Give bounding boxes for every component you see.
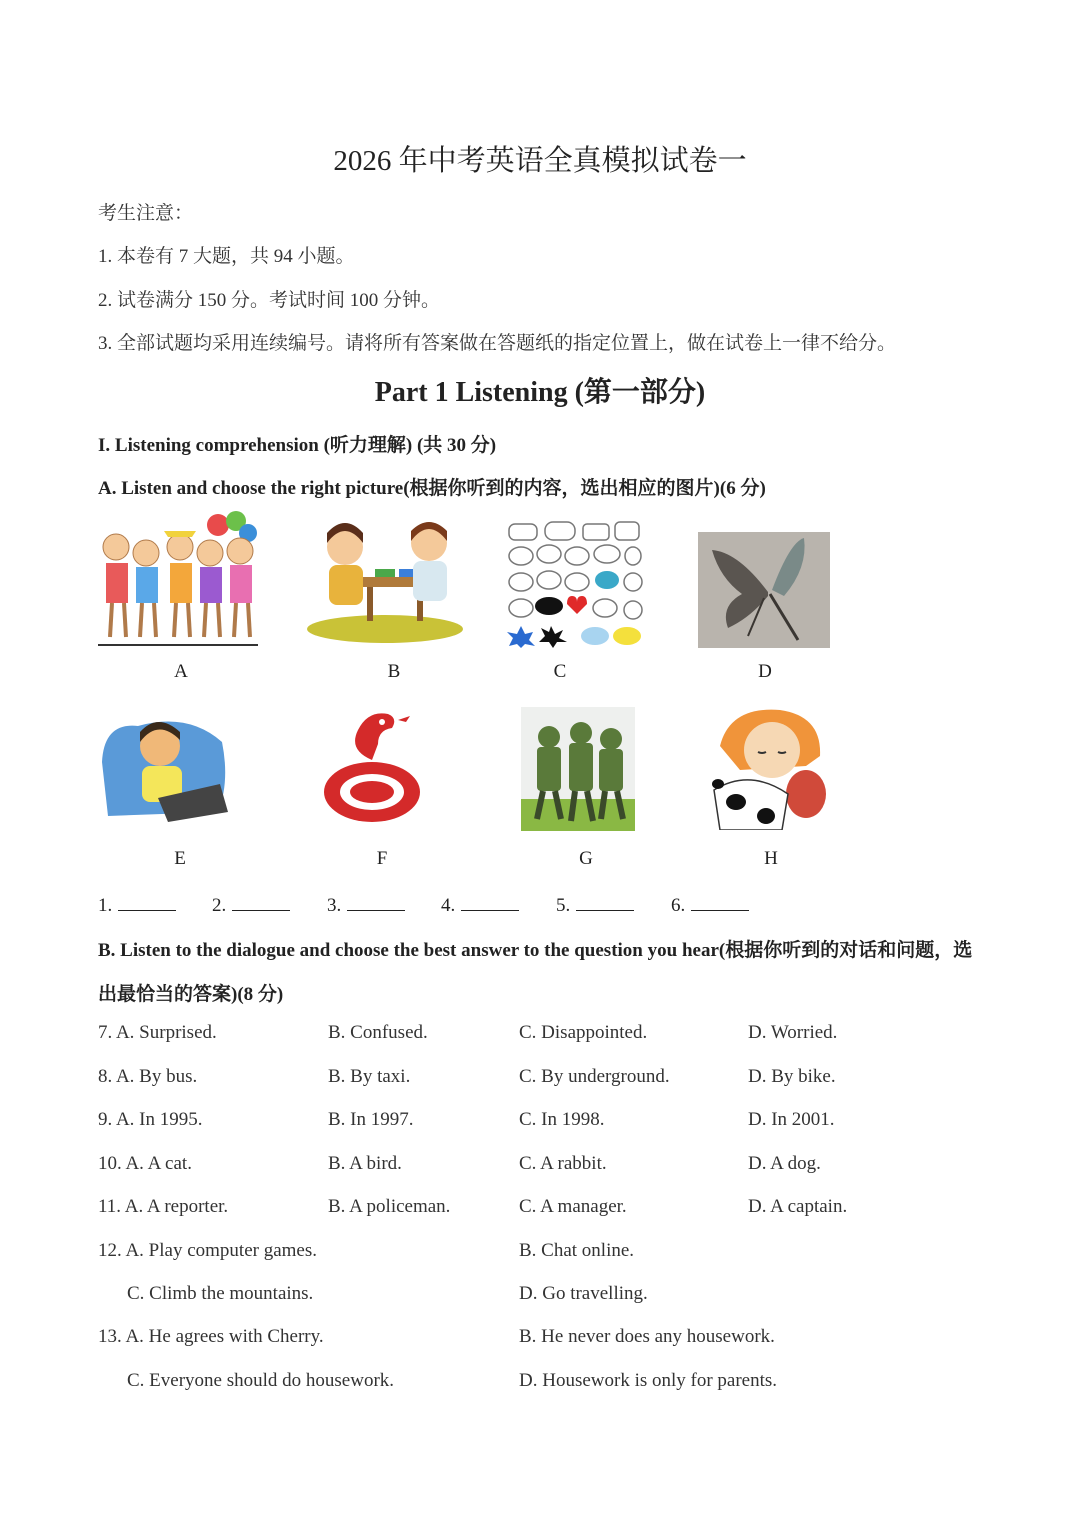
children-with-balloons-icon	[98, 507, 258, 649]
option-c: C. In 1998.	[519, 1109, 605, 1130]
speech-bubbles-icon	[505, 518, 643, 648]
page-title: 2026 年中考英语全真模拟试卷一	[333, 145, 747, 177]
option-d: D. Worried.	[748, 1022, 838, 1043]
answer-blank[interactable]	[327, 892, 405, 917]
picture-label: B	[387, 661, 401, 682]
section-b-heading: B. Listen to the dialogue and choose the best answer to the question you hear(根据你听到的对话和问题，选	[98, 940, 973, 961]
option-b: B. In 1997.	[328, 1109, 414, 1130]
picture-label: H	[764, 848, 778, 869]
option-c: C. By underground.	[519, 1066, 670, 1087]
answer-blank[interactable]	[441, 892, 519, 917]
two-kids-at-table-icon	[305, 513, 465, 645]
option-c: C. Everyone should do housework.	[127, 1370, 395, 1391]
option-b: B. Confused.	[328, 1022, 428, 1043]
option-d: D. In 2001.	[748, 1109, 835, 1130]
answer-line[interactable]	[691, 892, 749, 911]
option-b: B. A bird.	[328, 1153, 402, 1174]
answer-blank[interactable]	[556, 892, 634, 917]
picture-label: G	[579, 848, 593, 869]
option-d: D. By bike.	[748, 1066, 836, 1087]
notice-heading: 考生注意：	[98, 203, 194, 224]
soldiers-icon	[521, 707, 635, 831]
section-a-heading: A. Listen and choose the right picture(根据你听到的内容，选出相应的图片)(6 分)	[98, 478, 766, 499]
option-a: 10. A. A cat.	[98, 1153, 192, 1174]
option-b: B. He never does any housework.	[519, 1326, 775, 1347]
answer-number: 4.	[441, 895, 456, 916]
answer-blank[interactable]	[212, 892, 290, 917]
picture-label: A	[174, 661, 188, 682]
answer-blank[interactable]	[98, 892, 176, 917]
section-b-heading-cont: 出最恰当的答案)(8 分)	[98, 984, 284, 1005]
option-a: 7. A. Surprised.	[98, 1022, 217, 1043]
snake-paper-cut-icon	[318, 700, 426, 830]
option-d: D. Go travelling.	[519, 1283, 648, 1304]
answer-number: 5.	[556, 895, 571, 916]
option-d: D. A captain.	[748, 1196, 848, 1217]
notice-item: 3. 全部试题均采用连续编号。请将所有答案做在答题纸的指定位置上，做在试卷上一律不给分。	[98, 333, 897, 354]
picture-label: F	[376, 848, 388, 869]
section-heading: I. Listening comprehension (听力理解) (共 30 分)	[98, 435, 497, 456]
man-with-laptop-icon	[98, 702, 232, 830]
answer-number: 6.	[671, 895, 686, 916]
answer-line[interactable]	[118, 892, 176, 911]
answer-blank[interactable]	[671, 892, 749, 917]
answer-number: 1.	[98, 895, 113, 916]
option-a: 11. A. A reporter.	[98, 1196, 229, 1217]
option-b: B. Chat online.	[519, 1240, 635, 1261]
part-title: Part 1 Listening (第一部分)	[374, 377, 706, 408]
notice-item: 1. 本卷有 7 大题，共 94 小题。	[98, 246, 355, 267]
answer-line[interactable]	[347, 892, 405, 911]
option-b: B. By taxi.	[328, 1066, 411, 1087]
picture-label: D	[758, 661, 772, 682]
notice-item: 2. 试卷满分 150 分。考试时间 100 分钟。	[98, 290, 441, 311]
answer-line[interactable]	[232, 892, 290, 911]
option-c: C. Disappointed.	[519, 1022, 648, 1043]
picture-label: E	[174, 848, 186, 869]
answer-number: 2.	[212, 895, 227, 916]
option-a: 8. A. By bus.	[98, 1066, 198, 1087]
answer-line[interactable]	[461, 892, 519, 911]
girl-with-cow-icon	[710, 706, 830, 830]
option-d: D. A dog.	[748, 1153, 821, 1174]
answer-number: 3.	[327, 895, 342, 916]
option-c: C. A manager.	[519, 1196, 627, 1217]
option-a: 13. A. He agrees with Cherry.	[98, 1326, 324, 1347]
option-c: C. A rabbit.	[519, 1153, 607, 1174]
option-d: D. Housework is only for parents.	[519, 1370, 778, 1391]
butterfly-icon	[698, 532, 830, 648]
answer-line[interactable]	[576, 892, 634, 911]
option-a: 12. A. Play computer games.	[98, 1240, 317, 1261]
option-a: 9. A. In 1995.	[98, 1109, 203, 1130]
picture-label: C	[553, 661, 567, 682]
option-c: C. Climb the mountains.	[127, 1283, 314, 1304]
option-b: B. A policeman.	[328, 1196, 451, 1217]
